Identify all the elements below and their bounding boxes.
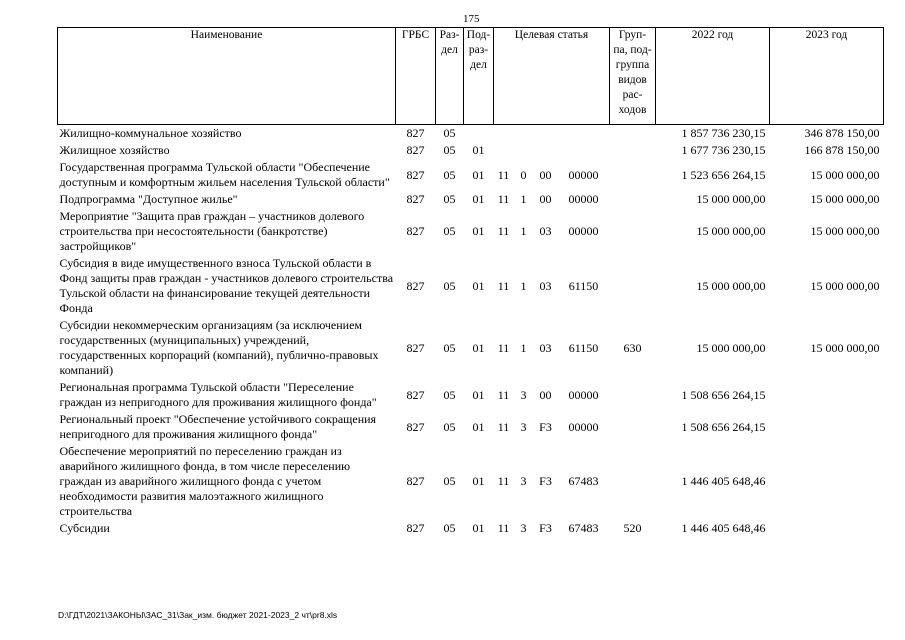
- row-razdel: 05: [443, 143, 456, 157]
- row-amount-2022: 1 857 736 230,15: [681, 126, 766, 140]
- row-target-program: [494, 142, 514, 159]
- row-name: Подпрограмма "Доступное жилье": [59, 192, 238, 206]
- budget-table: [57, 27, 884, 537]
- row-grbs: 827: [406, 419, 425, 434]
- row-amount-2023: [770, 520, 884, 537]
- row-amount-2023: [770, 379, 884, 411]
- row-target-direction: [558, 142, 610, 159]
- row-expense-group: 630: [623, 340, 642, 355]
- row-target-event: 00: [539, 387, 552, 402]
- header-2023: 2023 год: [770, 28, 884, 125]
- table-row: [58, 520, 884, 537]
- row-podrazdel: 01: [472, 387, 485, 402]
- row-razdel: 05: [443, 387, 456, 402]
- row-amount-2022: 15 000 000,00: [696, 192, 766, 206]
- row-name: Региональная программа Тульской области "Переселение граждан из непригодного для проживания жилищного фонда": [59, 380, 377, 409]
- row-amount-2022: 15 000 000,00: [696, 278, 766, 293]
- row-podrazdel: 01: [472, 278, 485, 293]
- row-amount-2022: 15 000 000,00: [696, 340, 766, 355]
- row-target-subprogram: 1: [520, 192, 527, 206]
- header-name: Наименование: [58, 28, 396, 125]
- row-target-subprogram: [514, 125, 534, 143]
- row-target-direction: 67483: [568, 521, 599, 535]
- row-target-direction: 61150: [568, 340, 599, 355]
- row-amount-2023: 15 000 000,00: [810, 224, 880, 238]
- row-razdel: 05: [443, 278, 456, 293]
- row-target-subprogram: 1: [520, 224, 527, 238]
- row-target-direction: 00000: [568, 192, 599, 206]
- row-target-direction: 00000: [568, 419, 599, 434]
- row-target-subprogram: 3: [520, 387, 527, 402]
- row-target-event: 03: [539, 340, 552, 355]
- row-target-event: 03: [539, 224, 552, 238]
- row-target-event: F3: [539, 419, 552, 434]
- row-target-event: 00: [539, 167, 552, 182]
- row-amount-2022: 15 000 000,00: [696, 224, 766, 238]
- row-amount-2023: 346 878 150,00: [804, 126, 880, 140]
- header-podrazdel: Под- раз- дел: [464, 28, 494, 125]
- row-expense-group: [610, 255, 656, 317]
- row-expense-group: 520: [623, 521, 642, 535]
- row-razdel: 05: [443, 419, 456, 434]
- row-grbs: 827: [406, 224, 425, 238]
- row-razdel: 05: [443, 340, 456, 355]
- row-name: Субсидия в виде имущественного взноса Тульской области в Фонд защиты прав граждан - участников долевого строительства Тульской области на финансирование текущей деятельности Фонда: [59, 256, 394, 315]
- header-2022: 2022 год: [656, 28, 770, 125]
- row-expense-group: [610, 208, 656, 255]
- row-amount-2022: 1 508 656 264,15: [681, 419, 766, 434]
- row-target-program: 11: [497, 278, 510, 293]
- row-target-program: 11: [497, 192, 510, 206]
- row-razdel: 05: [443, 224, 456, 238]
- row-target-subprogram: 1: [520, 340, 527, 355]
- row-name: Субсидии некоммерческим организациям (за исключением государственных (муниципальных) учреждений, государственных корпораций (компаний), публично-правовых компаний): [59, 318, 379, 377]
- row-target-event: F3: [539, 521, 552, 535]
- header-target: Целевая статья: [494, 28, 610, 125]
- row-target-direction: 61150: [568, 278, 599, 293]
- row-amount-2023: 166 878 150,00: [804, 143, 880, 157]
- row-amount-2023: [770, 411, 884, 443]
- row-target-event: 03: [539, 278, 552, 293]
- row-grbs: 827: [406, 143, 425, 157]
- row-target-program: 11: [497, 387, 510, 402]
- row-target-subprogram: 3: [520, 474, 527, 488]
- row-amount-2023: 15 000 000,00: [810, 167, 880, 182]
- page-number: 175: [463, 13, 480, 25]
- row-expense-group: [610, 125, 656, 143]
- row-target-program: 11: [497, 521, 510, 535]
- row-podrazdel: 01: [472, 419, 485, 434]
- row-grbs: 827: [406, 387, 425, 402]
- header-razdel: Раз- дел: [436, 28, 464, 125]
- row-expense-group: [610, 379, 656, 411]
- row-target-subprogram: 0: [520, 167, 527, 182]
- table-row: [58, 317, 884, 379]
- row-amount-2022: 1 523 656 264,15: [681, 167, 766, 182]
- row-target-event: [534, 142, 558, 159]
- row-target-subprogram: 3: [520, 521, 527, 535]
- row-expense-group: [610, 443, 656, 520]
- row-expense-group: [610, 142, 656, 159]
- row-target-program: 11: [497, 224, 510, 238]
- row-target-direction: 67483: [568, 474, 599, 488]
- row-target-program: 11: [497, 340, 510, 355]
- row-amount-2023: 15 000 000,00: [810, 340, 880, 355]
- header-grbs: ГРБС: [396, 28, 436, 125]
- row-podrazdel: 01: [472, 521, 485, 535]
- row-target-event: F3: [539, 474, 552, 488]
- row-amount-2022: 1 508 656 264,15: [681, 387, 766, 402]
- row-razdel: 05: [443, 474, 456, 488]
- row-target-subprogram: [514, 142, 534, 159]
- table-row: [58, 208, 884, 255]
- row-target-event: 00: [539, 192, 552, 206]
- row-podrazdel: [464, 125, 494, 143]
- row-podrazdel: 01: [472, 474, 485, 488]
- row-name: Региональный проект "Обеспечение устойчивого сокращения непригодного для проживания жилищного фонда": [59, 412, 377, 441]
- row-podrazdel: 01: [472, 167, 485, 182]
- file-path-footer: D:\ГДТ\2021\ЗАКОНЫ\ЗАС_31\Зак_изм. бюджет 2021-2023_2 чт\pr8.xls: [58, 610, 338, 620]
- row-target-subprogram: 1: [520, 278, 527, 293]
- row-grbs: 827: [406, 167, 425, 182]
- row-podrazdel: 01: [472, 340, 485, 355]
- row-amount-2023: 15 000 000,00: [810, 192, 880, 206]
- row-grbs: 827: [406, 192, 425, 206]
- row-grbs: 827: [406, 340, 425, 355]
- row-target-program: [494, 125, 514, 143]
- row-razdel: 05: [443, 167, 456, 182]
- row-amount-2022: 1 446 405 648,46: [681, 474, 766, 488]
- table-row: [58, 379, 884, 411]
- row-amount-2023: 15 000 000,00: [810, 278, 880, 293]
- row-amount-2023: [770, 443, 884, 520]
- row-name: Жилищное хозяйство: [59, 143, 170, 157]
- row-expense-group: [610, 411, 656, 443]
- row-razdel: 05: [443, 521, 456, 535]
- row-name: Мероприятие "Защита прав граждан – участников долевого строительства при несостоятельности (банкротстве) застройщиков": [59, 209, 365, 253]
- row-podrazdel: 01: [472, 143, 485, 157]
- table-row: [58, 411, 884, 443]
- row-target-direction: 00000: [568, 387, 599, 402]
- row-name: Обеспечение мероприятий по переселению граждан из аварийного жилищного фонда, в том числе переселению граждан из аварийного жилищного фонда с учетом необходимости развития малоэтажного жилищного строительства: [59, 444, 351, 518]
- row-target-program: 11: [497, 474, 510, 488]
- row-amount-2022: 1 446 405 648,46: [681, 521, 766, 535]
- table-row: [58, 255, 884, 317]
- row-grbs: 827: [406, 521, 425, 535]
- row-target-program: 11: [497, 167, 510, 182]
- row-amount-2022: 1 677 736 230,15: [681, 143, 766, 157]
- row-expense-group: [610, 191, 656, 208]
- table-row: [58, 142, 884, 159]
- table-header-row: [58, 28, 884, 125]
- row-expense-group: [610, 159, 656, 191]
- row-target-program: 11: [497, 419, 510, 434]
- row-name: Государственная программа Тульской области "Обеспечение доступным и комфортным жильем населения Тульской области": [59, 160, 390, 189]
- row-target-event: [534, 125, 558, 143]
- row-target-direction: [558, 125, 610, 143]
- row-podrazdel: 01: [472, 192, 485, 206]
- table-row: [58, 443, 884, 520]
- header-group: Груп- па, под- группа видов рас- ходов: [610, 28, 656, 125]
- row-grbs: 827: [406, 278, 425, 293]
- row-razdel: 05: [443, 126, 456, 140]
- table-row: [58, 125, 884, 143]
- row-podrazdel: 01: [472, 224, 485, 238]
- row-target-subprogram: 3: [520, 419, 527, 434]
- table-row: [58, 191, 884, 208]
- row-target-direction: 00000: [568, 167, 599, 182]
- table-row: [58, 159, 884, 191]
- row-grbs: 827: [406, 474, 425, 488]
- row-grbs: 827: [406, 126, 425, 140]
- row-target-direction: 00000: [568, 224, 599, 238]
- row-name: Субсидии: [59, 521, 110, 535]
- row-razdel: 05: [443, 192, 456, 206]
- row-name: Жилищно-коммунальное хозяйство: [59, 126, 242, 140]
